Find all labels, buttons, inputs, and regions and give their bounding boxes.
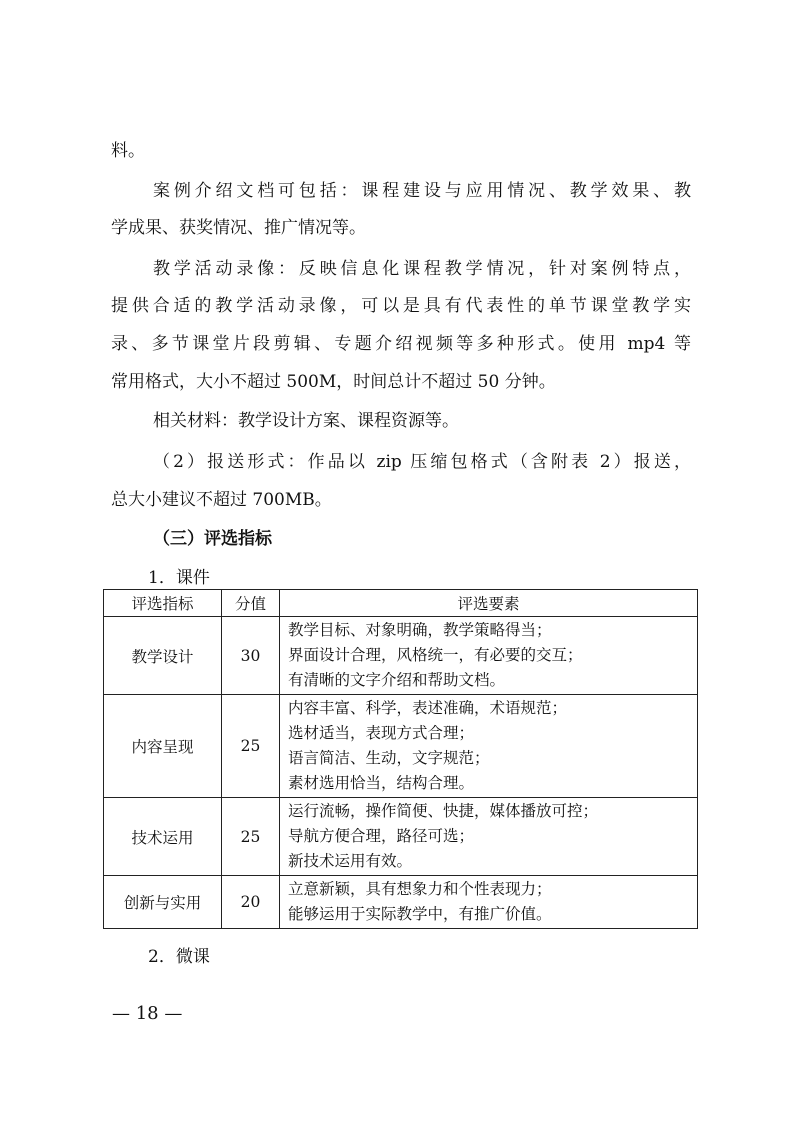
case-doc-paragraph-line-2: 学成果、获奖情况、推广情况等。 [111,218,366,238]
element-line: 新技术运用有效。 [288,852,413,870]
criterion-cell: 教学设计 [104,617,222,695]
score-cell: 30 [222,617,280,695]
header-score: 分值 [222,590,280,617]
score-cell: 25 [222,695,280,798]
element-line: 运行流畅，操作简便、快捷，媒体播放可控； [288,802,599,820]
elements-cell [280,617,698,695]
video-paragraph-line-1: 教学活动录像：反映信息化课程教学情况，针对案例特点， [153,259,691,279]
subheading-courseware: 1．课件 [148,568,210,588]
video-paragraph-line-3: 录、多节课堂片段剪辑、专题介绍视频等多种形式。使用 mp4 等 [111,334,691,354]
element-line: 立意新颖，具有想象力和个性表现力； [288,880,552,898]
table-row [104,695,698,798]
element-line: 能够运用于实际教学中，有推广价值。 [288,905,552,923]
section-heading: （三）评选指标 [153,529,272,549]
elements-cell [280,695,698,798]
element-line: 有清晰的文字介绍和帮助文档。 [288,671,506,689]
video-paragraph-line-4: 常用格式，大小不超过 500M，时间总计不超过 50 分钟。 [111,372,556,392]
score-cell: 25 [222,798,280,876]
element-line: 选材适当，表现方式合理； [288,724,475,742]
video-paragraph-line-2: 提供合适的教学活动录像，可以是具有代表性的单节课堂教学实 [111,296,691,316]
header-elements: 评选要素 [280,590,698,617]
criterion-cell: 创新与实用 [104,876,222,929]
table-row [104,798,698,876]
header-criterion: 评选指标 [104,590,222,617]
table-header-row [104,590,698,617]
paragraph-continuation: 料。 [111,141,145,161]
criterion-cell: 技术运用 [104,798,222,876]
criterion-cell: 内容呈现 [104,695,222,798]
elements-cell [280,798,698,876]
element-line: 内容丰富、科学，表述准确，术语规范； [288,699,568,717]
table-row [104,617,698,695]
element-line: 素材选用恰当，结构合理。 [288,774,475,792]
element-line: 语言简洁、生动，文字规范； [288,749,490,767]
page-number: — 18 — [112,1003,183,1024]
element-line: 教学目标、对象明确，教学策略得当； [288,621,552,639]
score-cell: 20 [222,876,280,929]
case-doc-paragraph-line-1: 案例介绍文档可包括：课程建设与应用情况、教学效果、教 [153,181,691,201]
element-line: 界面设计合理，风格统一，有必要的交互； [288,646,583,664]
subheading-microlecture: 2．微课 [148,947,210,967]
related-materials-paragraph: 相关材料：教学设计方案、课程资源等。 [153,411,459,431]
element-line: 导航方便合理，路径可选； [288,827,475,845]
submission-paragraph-line-1: （2）报送形式：作品以 zip 压缩包格式（含附表 2）报送， [153,452,691,472]
submission-paragraph-line-2: 总大小建议不超过 700MB。 [111,490,332,510]
table-row [104,876,698,929]
elements-cell [280,876,698,929]
evaluation-table [103,589,698,929]
